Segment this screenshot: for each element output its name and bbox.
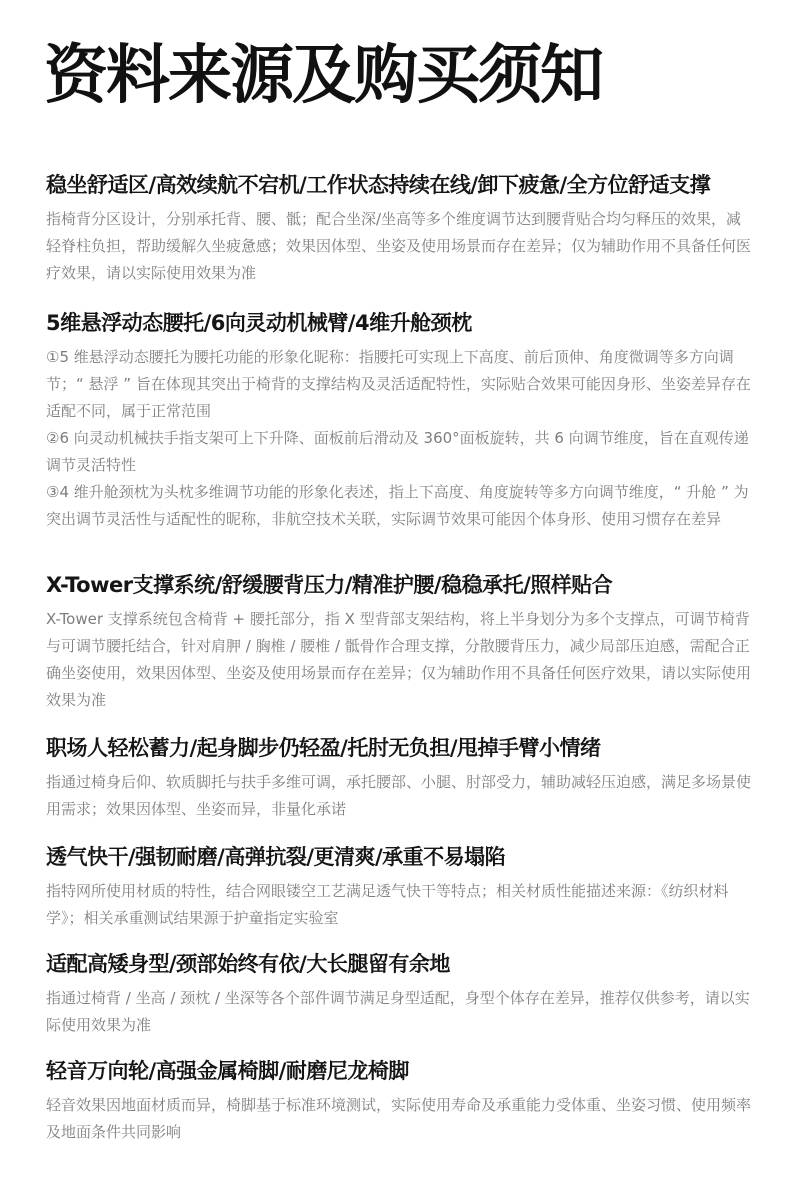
section-paragraph: 指特网所使用材质的特性，结合网眼镂空工艺满足透气快干等特点；相关材质性能描述来源：《纺织材料学》；相关承重测试结果源于护童指定实验室 — [46, 882, 729, 927]
section-body — [46, 769, 752, 823]
section-heading: 职场人轻松蓄力/起身脚步仍轻盈/托肘无负担/甩掉手臂小情绪 — [46, 736, 601, 760]
section-body — [46, 206, 752, 287]
section-body-fit — [46, 949, 752, 1039]
section-mesh-material — [46, 842, 752, 932]
page-title: 资料来源及购买须知 — [44, 39, 602, 113]
section-heading: X-Tower支撑系统/舒缓腰背压力/精准护腰/稳稳承托/照样贴合 — [46, 573, 613, 597]
section-paragraph: ②6 向灵动机械扶手指支架可上下升降、面板前后滑动及 360°面板旋转，共 6 向调节维度，旨在直观传递调节灵活特性 — [46, 429, 749, 474]
section-body — [46, 1092, 752, 1146]
section-body — [46, 985, 752, 1039]
section-paragraph: ③4 维升舱颈枕为头枕多维调节功能的形象化表述，指上下高度、角度旋转等多方向调节维度，“ 升舱 ” 为突出调节灵活性与适配性的昵称，非航空技术关联，实际调节效果可能因个体身形、使用习惯存在差异 — [46, 483, 749, 528]
section-body — [46, 606, 752, 714]
section-x-tower — [46, 570, 752, 714]
section-heading: 稳坐舒适区/高效续航不宕机/工作状态持续在线/卸下疲惫/全方位舒适支撑 — [46, 173, 711, 197]
section-heading: 轻音万向轮/高强金属椅脚/耐磨尼龙椅脚 — [46, 1059, 409, 1083]
section-paragraph: 指通过椅身后仰、软质脚托与扶手多维可调，承托腰部、小腿、肘部受力，辅助减轻压迫感，满足多场景使用需求；效果因体型、坐姿而异，非量化承诺 — [46, 773, 752, 818]
section-adjustable-parts — [46, 308, 752, 533]
section-paragraph: 指通过椅背 / 坐高 / 颈枕 / 坐深等各个部件调节满足身型适配，身型个体存在差异，推荐仅供参考，请以实际使用效果为准 — [46, 989, 750, 1034]
section-body — [46, 344, 752, 533]
section-comfort-zone — [46, 170, 752, 287]
section-heading: 透气快干/强韧耐磨/高弹抗裂/更清爽/承重不易塌陷 — [46, 845, 506, 869]
section-recline-support — [46, 733, 752, 823]
section-body — [46, 878, 752, 932]
section-heading: 5维悬浮动态腰托/6向灵动机械臂/4维升舱颈枕 — [46, 311, 472, 335]
section-paragraph: 指椅背分区设计，分别承托背、腰、骶；配合坐深/坐高等多个维度调节达到腰背贴合均匀释压的效果，减轻脊柱负担，帮助缓解久坐疲惫感；效果因体型、坐姿及使用场景而存在差异；仅为辅助作用不具备任何医疗效果，请以实际使用效果为准 — [46, 210, 752, 282]
section-casters-base — [46, 1056, 752, 1146]
section-heading: 适配高矮身型/颈部始终有依/大长腿留有余地 — [46, 952, 450, 976]
section-paragraph: ①5 维悬浮动态腰托为腰托功能的形象化昵称：指腰托可实现上下高度、前后顶伸、角度微调等多方向调节；“ 悬浮 ” 旨在体现其突出于椅背的支撑结构及灵活适配特性，实际贴合效果可能因身形、坐姿差异存在适配不同，属于正常范围 — [46, 348, 751, 420]
section-paragraph: X-Tower 支撑系统包含椅背 + 腰托部分，指 X 型背部支架结构，将上半身划分为多个支撑点，可调节椅背与可调节腰托结合，针对肩胛 / 胸椎 / 腰椎 / 骶骨作合理支撑，分散腰背压力，减少局部压迫感，需配合正确坐姿使用，效果因体型、坐姿及使用场景而存在差异；仅为辅助作用不具备任何医疗效果，请以实际使用效果为准 — [46, 610, 752, 709]
section-paragraph: 轻音效果因地面材质而异，椅脚基于标准环境测试，实际使用寿命及承重能力受体重、坐姿习惯、使用频率及地面条件共同影响 — [46, 1096, 752, 1141]
